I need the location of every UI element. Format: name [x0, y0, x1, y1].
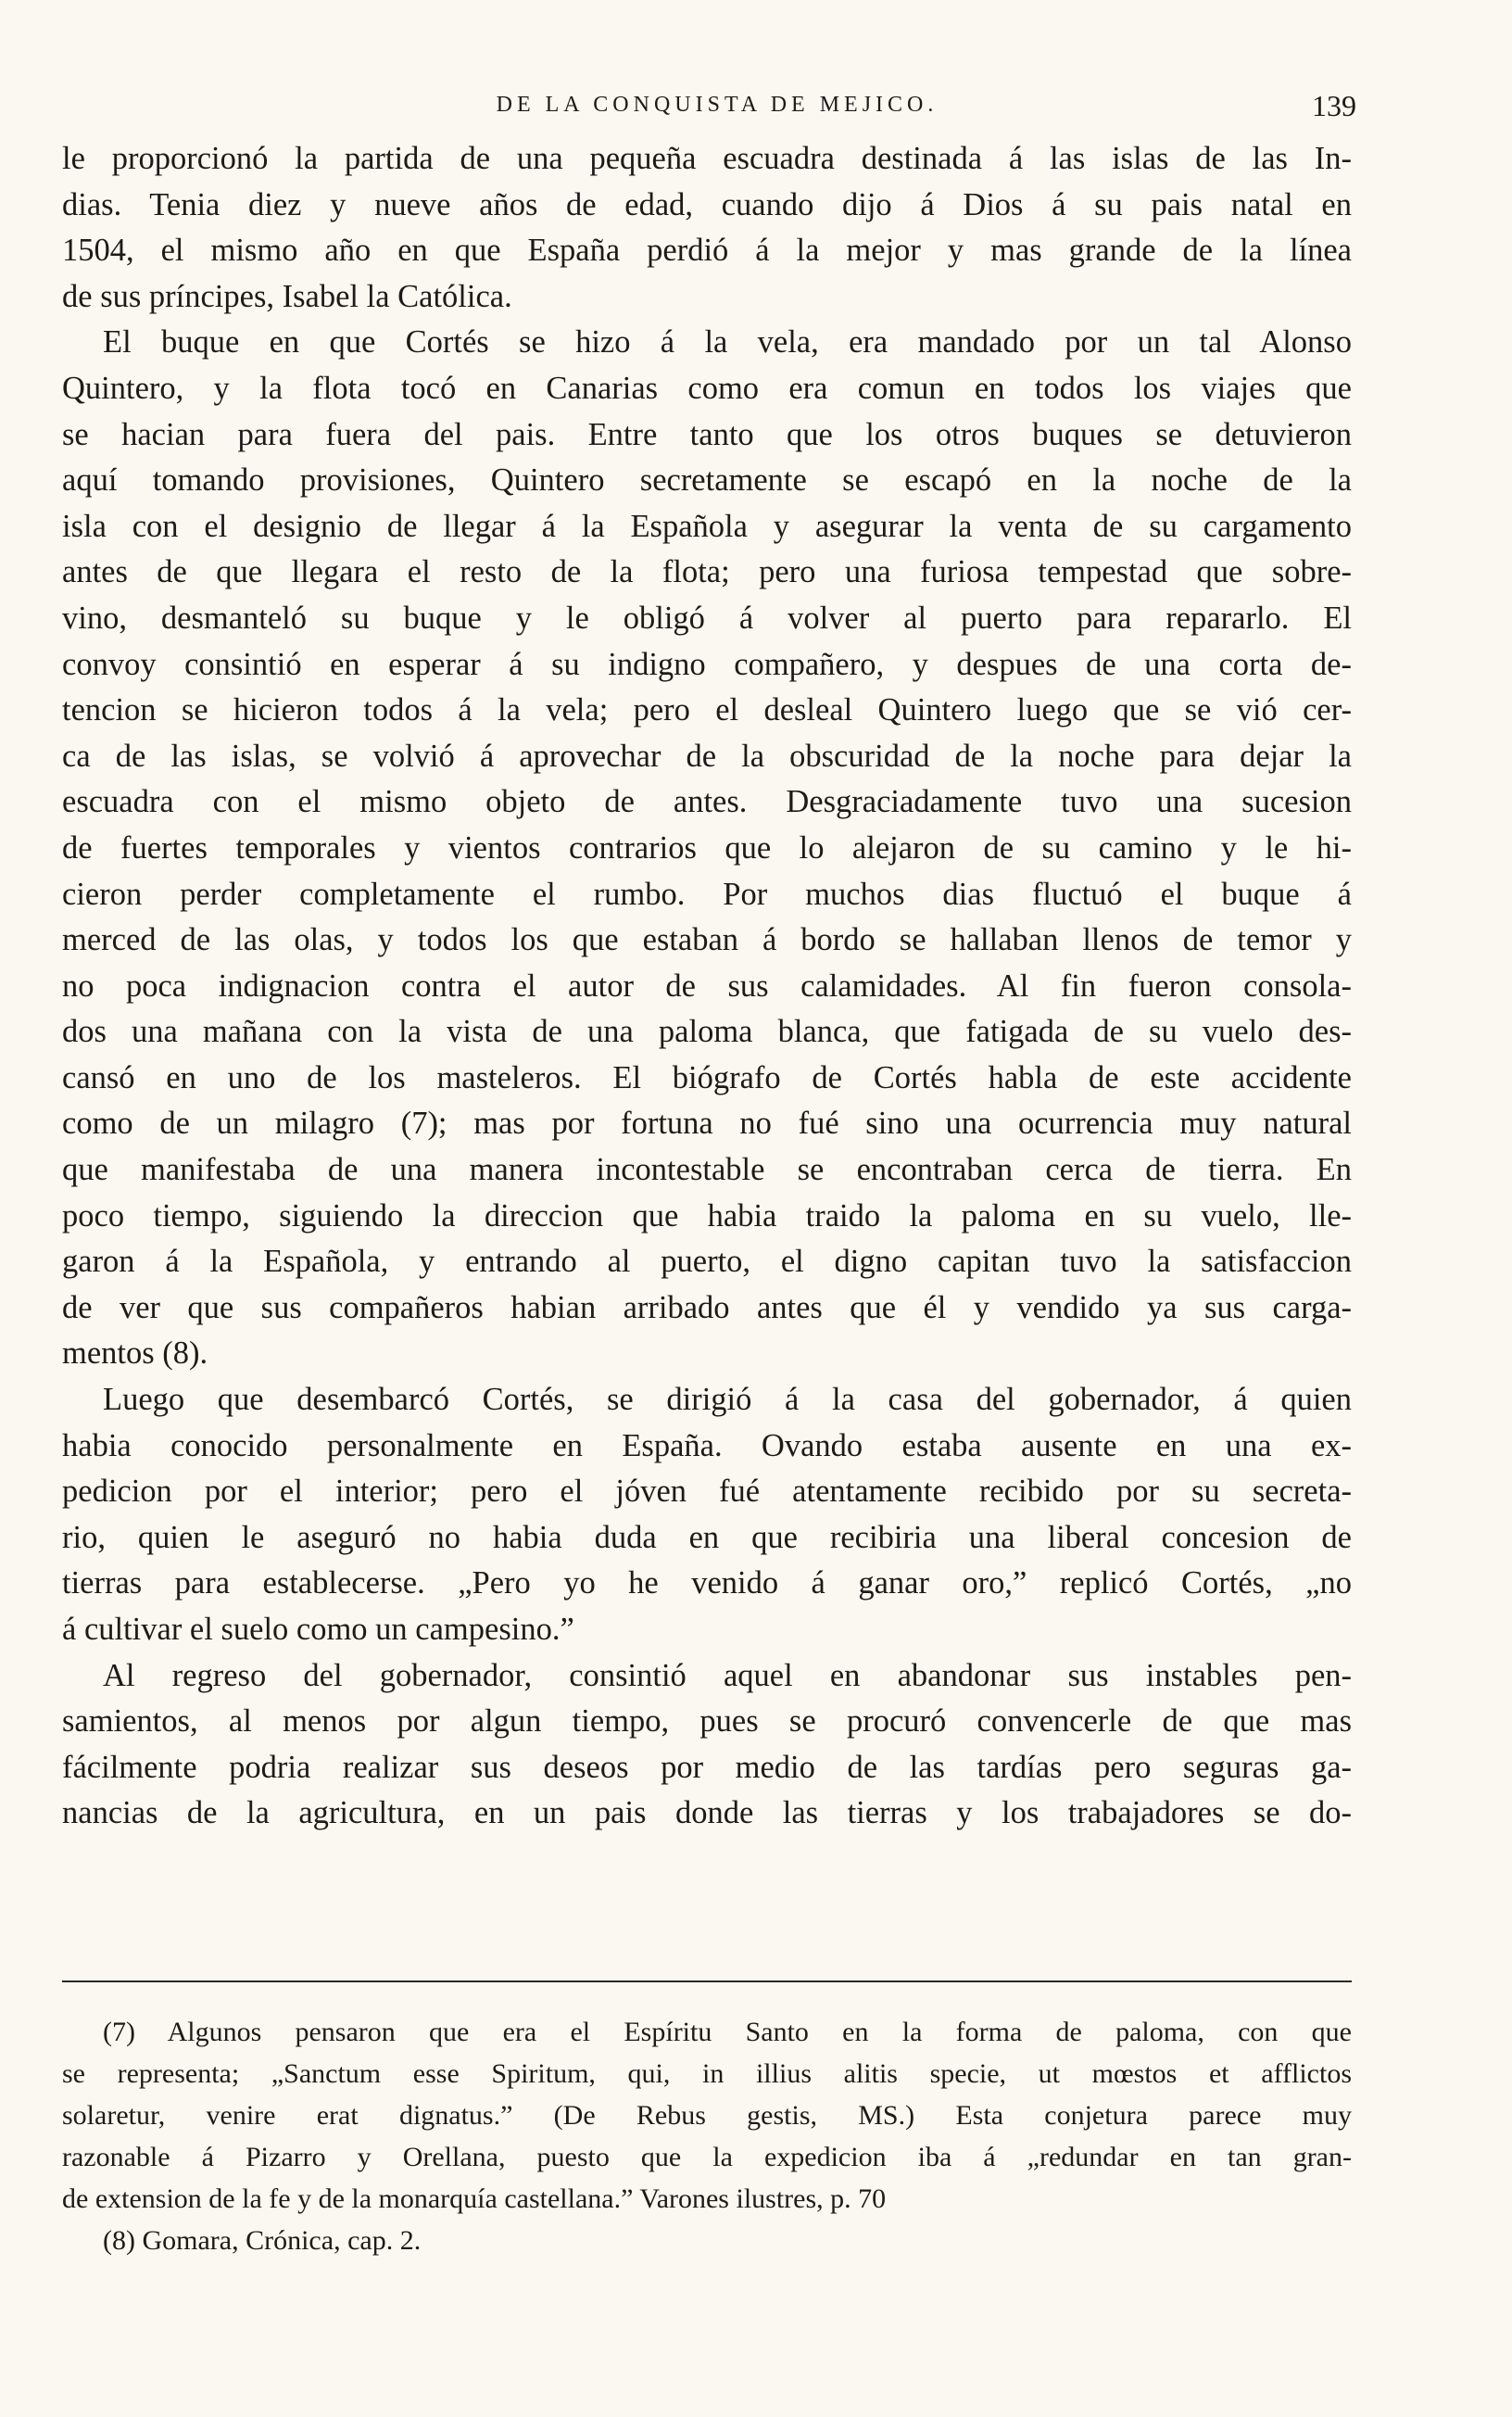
text-line: cieron perder completamente el rumbo. Por muchos dias fluctuó el buque á: [62, 876, 1352, 912]
text-line: de ver que sus compañeros habian arribado antes que él y vendido ya sus carga-: [62, 1289, 1352, 1325]
footnote-line: se representa; „Sanctum esse Spiritum, qui, in illius alitis specie, ut mœstos et afflictos: [62, 2058, 1352, 2089]
footnote-line: (8) Gomara, Crónica, cap. 2.: [103, 2225, 422, 2256]
text-line: Quintero, y la flota tocó en Canarias como era comun en todos los viajes que: [62, 370, 1352, 406]
text-line: escuadra con el mismo objeto de antes. Desgraciadamente tuvo una sucesion: [62, 784, 1352, 820]
text-line: habia conocido personalmente en España. Ovando estaba ausente en una ex-: [62, 1427, 1352, 1463]
text-line: pedicion por el interior; pero el jóven fué atentamente recibido por su secreta-: [62, 1474, 1352, 1510]
text-line: tierras para establecerse. „Pero yo he venido á ganar oro,” replicó Cortés, „no: [62, 1565, 1352, 1601]
body-text: [62, 136, 1352, 1837]
text-line: aquí tomando provisiones, Quintero secretamente se escapó en la noche de la: [62, 462, 1352, 499]
text-line: ca de las islas, se volvió á aprovechar de la obscuridad de la noche para dejar la: [62, 738, 1352, 774]
page-number: 139: [1312, 89, 1356, 122]
footnote-line: solaretur, venire erat dignatus.” (De Rebus gestis, MS.) Esta conjetura parece muy: [62, 2100, 1352, 2131]
text-line: de fuertes temporales y vientos contrarios que lo alejaron de su camino y le hi-: [62, 829, 1352, 866]
footnotes: [62, 2011, 1352, 2261]
text-line: El buque en que Cortés se hizo á la vela, era mandado por un tal Alonso: [103, 324, 1352, 361]
text-line: á cultivar el suelo como un campesino.”: [62, 1612, 574, 1647]
text-line: rio, quien le aseguró no habia duda en que recibiria una liberal concesion de: [62, 1519, 1352, 1555]
text-line: isla con el designio de llegar á la Española y asegurar la venta de su cargamento: [62, 508, 1352, 544]
text-line: que manifestaba de una manera incontestable se encontraban cerca de tierra. En: [62, 1152, 1352, 1188]
text-line: como de un milagro (7); mas por fortuna no fué sino una ocurrencia muy natural: [62, 1106, 1352, 1142]
text-line: le proporcionó la partida de una pequeña escuadra destinada á las islas de las In-: [62, 141, 1352, 176]
running-title: DE LA CONQUISTA DE MEJICO.: [496, 93, 939, 117]
footnote-line: de extension de la fe y de la monarquía castellana.” Varones ilustres, p. 70: [62, 2183, 887, 2214]
text-line: Al regreso del gobernador, consintió aquel en abandonar sus instables pen-: [103, 1657, 1352, 1693]
footnote-line: (7) Algunos pensaron que era el Espíritu Santo en la forma de paloma, con que: [103, 2017, 1352, 2047]
text-line: no poca indignacion contra el autor de sus calamidades. Al fin fueron consola-: [62, 968, 1352, 1004]
text-line: vino, desmanteló su buque y le obligó á volver al puerto para repararlo. El: [62, 600, 1352, 636]
text-line: de sus príncipes, Isabel la Católica.: [62, 278, 512, 314]
text-line: se hacian para fuera del pais. Entre tanto que los otros buques se detuvieron: [62, 416, 1352, 452]
text-line: dias. Tenia diez y nueve años de edad, cuando dijo á Dios á su pais natal en: [62, 186, 1352, 222]
text-line: garon á la Española, y entrando al puerto, el digno capitan tuvo la satisfaccion: [62, 1244, 1352, 1280]
text-line: samientos, al menos por algun tiempo, pues se procuró convencerle de que mas: [62, 1703, 1352, 1740]
text-line: dos una mañana con la vista de una paloma blanca, que fatigada de su vuelo des-: [62, 1014, 1352, 1050]
text-line: Luego que desembarcó Cortés, se dirigió á la casa del gobernador, á quien: [103, 1382, 1352, 1418]
text-line: cansó en uno de los masteleros. El biógrafo de Cortés habla de este accidente: [62, 1059, 1352, 1095]
running-head: [78, 89, 1356, 130]
text-line: fácilmente podria realizar sus deseos por medio de las tardías pero seguras ga-: [62, 1749, 1352, 1785]
text-line: mentos (8).: [62, 1335, 208, 1372]
footnote-separator: [62, 1980, 1352, 1982]
text-line: tencion se hicieron todos á la vela; pero el desleal Quintero luego que se vió cer-: [62, 692, 1352, 728]
text-line: convoy consintió en esperar á su indigno compañero, y despues de una corta de-: [62, 646, 1352, 682]
text-line: 1504, el mismo año en que España perdió á la mejor y mas grande de la línea: [62, 233, 1352, 269]
text-line: nancias de la agricultura, en un pais donde las tierras y los trabajadores se do-: [62, 1795, 1352, 1831]
text-line: antes de que llegara el resto de la flota; pero una furiosa tempestad que sobre-: [62, 554, 1352, 590]
text-line: poco tiempo, siguiendo la direccion que habia traido la paloma en su vuelo, lle-: [62, 1197, 1352, 1234]
text-line: merced de las olas, y todos los que estaban á bordo se hallaban llenos de temor y: [62, 922, 1352, 958]
footnote-line: razonable á Pizarro y Orellana, puesto que la expedicion iba á „redundar en tan gran-: [62, 2142, 1352, 2172]
